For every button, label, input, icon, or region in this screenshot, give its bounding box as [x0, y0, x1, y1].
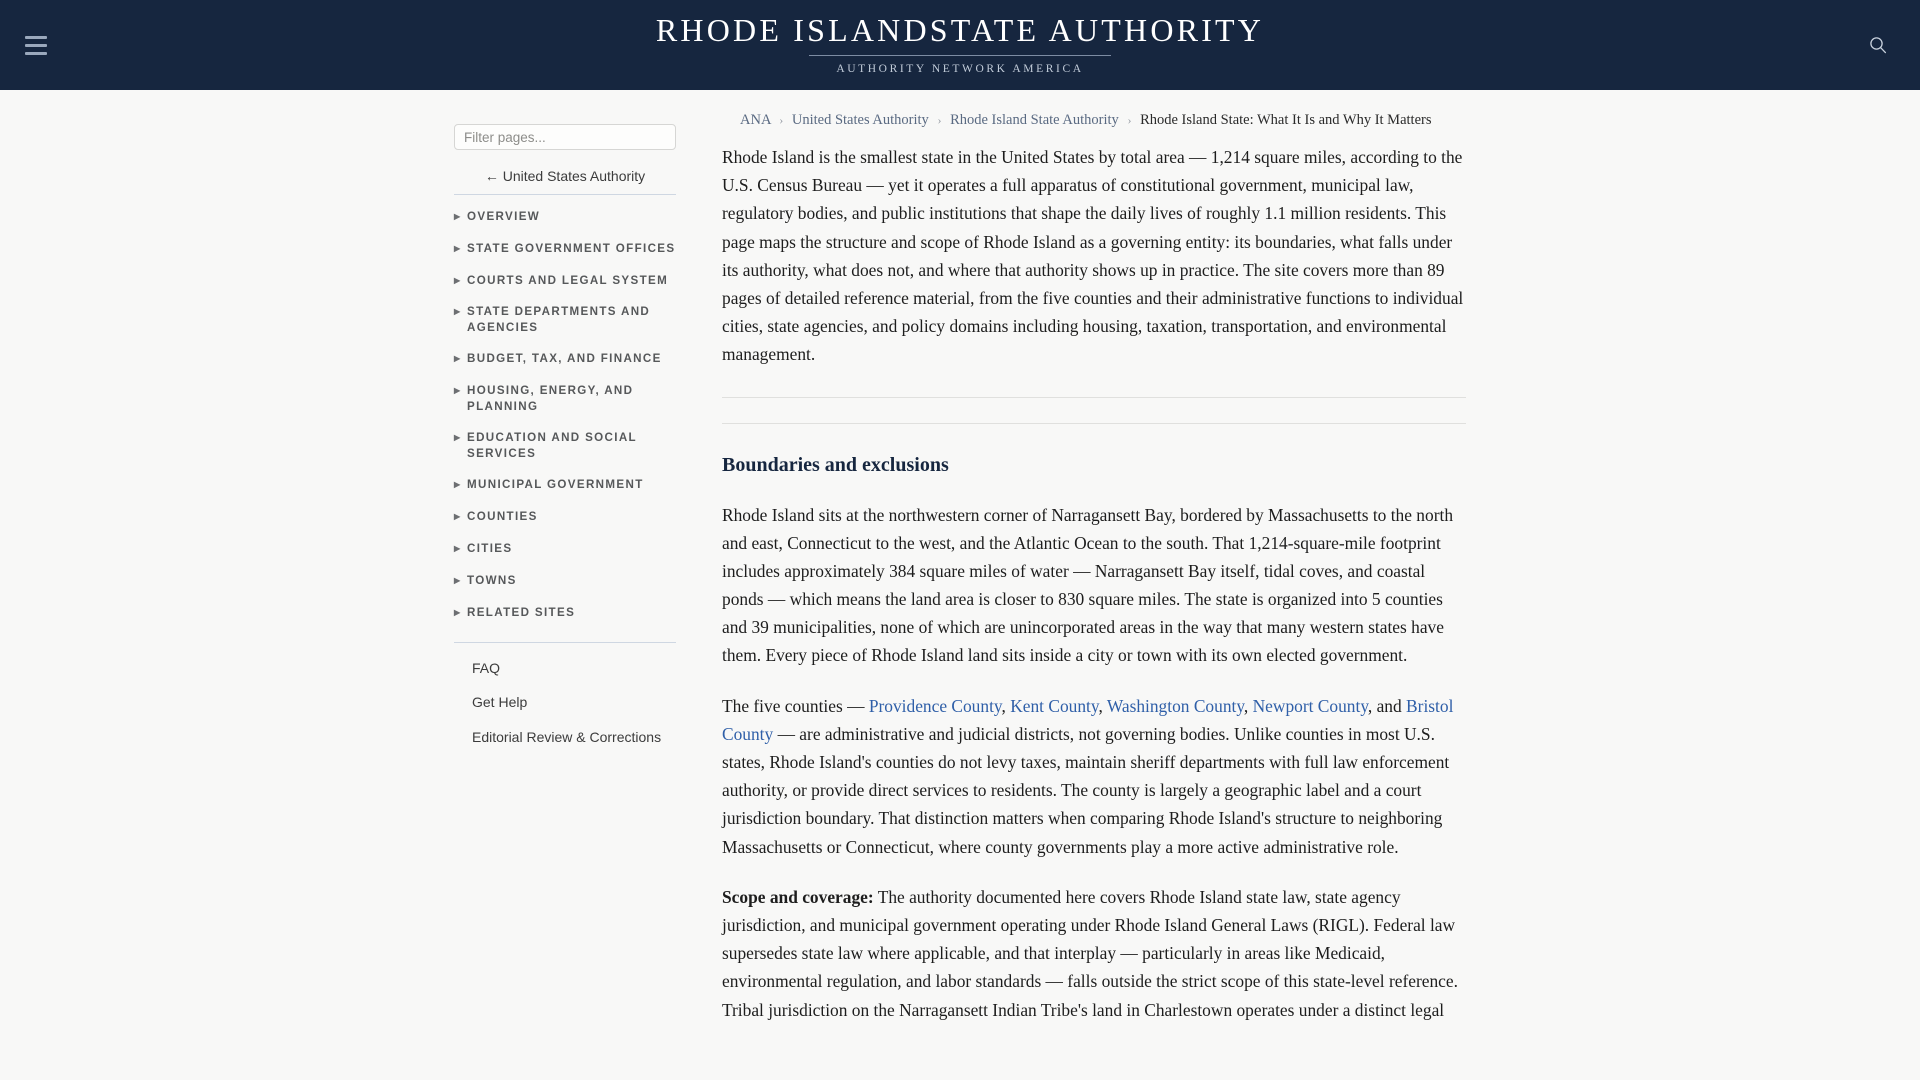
sidebar-item-municipal-government[interactable] — [454, 477, 676, 492]
filter-pages-input[interactable] — [454, 124, 676, 150]
separator-gap — [722, 398, 1466, 423]
sidebar-item-courts-and-legal-system[interactable] — [454, 273, 676, 288]
chevron-right-icon: ▶ — [454, 307, 462, 317]
hamburger-icon[interactable] — [14, 25, 58, 65]
sidebar-item-state-departments-and-agencies[interactable] — [454, 304, 676, 335]
hamburger-bar-1 — [25, 36, 47, 39]
sidebar-item-label: COUNTIES — [467, 510, 538, 524]
hamburger-bar-2 — [25, 44, 47, 47]
sidebar-footer-divider — [454, 642, 676, 643]
sidebar-item-towns[interactable] — [454, 573, 676, 588]
chevron-right-icon: ▶ — [454, 575, 462, 585]
sidebar-item-label: CITIES — [467, 542, 513, 556]
sidebar-item-label: OVERVIEW — [467, 210, 541, 223]
sidebar-item-label: MUNICIPAL GOVERNMENT — [467, 478, 644, 492]
sidebar-item-counties[interactable] — [454, 509, 676, 524]
sidebar-item-budget-tax-and-finance[interactable] — [454, 351, 676, 366]
sidebar-item-label: STATE DEPARTMENTS AND AGENCIES — [467, 305, 651, 334]
sidebar-item-label: EDUCATION AND SOCIAL SERVICES — [467, 431, 637, 460]
sidebar-item-label: HOUSING, ENERGY, AND PLANNING — [467, 384, 634, 413]
chevron-right-icon: ▶ — [454, 544, 462, 554]
scope-paragraph — [722, 883, 1466, 1024]
scope-label: Scope and coverage: — [722, 886, 874, 907]
sidebar — [454, 112, 676, 1080]
breadcrumb-current-page: Rhode Island State: What It Is and Why It Matters — [1140, 112, 1432, 128]
chevron-right-icon: ▶ — [454, 386, 462, 396]
site-title: RHODE ISLANDSTATE AUTHORITY — [655, 12, 1265, 49]
sidebar-item-cities[interactable] — [454, 541, 676, 556]
link-bristol-county[interactable]: Bristol County — [722, 695, 1454, 744]
sidebar-item-label: COURTS AND LEGAL SYSTEM — [467, 273, 669, 287]
counties-prefix: The five counties — — [722, 695, 869, 716]
chevron-right-icon: ▶ — [454, 512, 462, 522]
sidebar-link-editorial-review[interactable]: Editorial Review & Corrections — [472, 728, 662, 745]
sidebar-item-label: RELATED SITES — [467, 605, 576, 619]
section-heading: Boundaries and exclusions — [722, 453, 949, 476]
scope-body: The authority documented here covers Rhode Island state law, state agency jurisdiction, and municipal government operating under Rhode Island General Laws (RIGL). Federal law supersedes state law where applicable, and that interplay — particularly in areas like Medicaid, environmental regulation, and labor standards — falls outside the strict scope of this state-level reference. Tribal jurisdiction on the Narragansett Indian Tribe's land in Charlestown operates under a distinct legal — [722, 886, 1458, 1020]
sidebar-nav — [454, 209, 676, 620]
sidebar-divider — [454, 194, 676, 195]
link-newport-county[interactable]: Newport County — [1252, 695, 1368, 716]
breadcrumb-separator: › — [1127, 113, 1132, 127]
link-providence-county[interactable]: Providence County — [868, 695, 1002, 716]
breadcrumb-separator: › — [937, 113, 942, 127]
breadcrumb-separator: › — [779, 113, 784, 127]
section-separator — [722, 397, 1466, 424]
breadcrumb — [740, 112, 1466, 129]
sidebar-item-label: TOWNS — [467, 573, 517, 587]
search-icon[interactable] — [1858, 25, 1898, 65]
search-glyph — [1868, 35, 1888, 55]
counties-suffix: — are administrative and judicial districts, not governing bodies. Unlike counties in most U.S. states, Rhode Island's counties do not levy taxes, maintain sheriff departments with full law enforcement authority, or provide direct services to residents. The county is largely a geographic label and a court jurisdiction boundary. That distinction matters when comparing Rhode Island's structure to neighboring Massachusetts or Connecticut, where county governments play a more active administrative role. — [722, 723, 1450, 857]
counties-paragraph: The five counties — Providence County, Kent County, Washington County, Newport County, and Bristol County — are administrative and judicial districts, not governing bodies. Unlike counties in most U.S. states, Rhode Island's counties do not levy taxes, maintain sheriff departments with full law enforcement authority, or provide direct services to residents. The county is largely a geographic label and a court jurisdiction boundary. That distinction matters when comparing Rhode Island's structure to neighboring Massachusetts or Connecticut, where county governments play a more active administrative role. — [722, 695, 1454, 857]
sidebar-item-overview[interactable] — [454, 209, 676, 224]
chevron-right-icon: ▶ — [454, 354, 462, 364]
chevron-right-icon: ▶ — [454, 433, 462, 443]
page-body — [0, 90, 1920, 1080]
breadcrumb-item-ana[interactable]: ANA — [740, 112, 771, 128]
main-content — [722, 112, 1466, 1080]
breadcrumb-item-united-states-authority[interactable]: United States Authority — [791, 112, 929, 128]
boundaries-paragraph: Rhode Island sits at the northwestern corner of Narragansett Bay, bordered by Massachusetts to the north and east, Connecticut to the west, and the Atlantic Ocean to the south. That 1,214-square-mile footprint includes approximately 384 square miles of water — Narragansett Bay itself, tidal coves, and coastal ponds — which means the land area is closer to 830 square miles. The state is organized into 5 counties and 39 municipalities, none of which are unincorporated areas in the way that many western states have them. Every piece of Rhode Island land sits inside a city or town with its own elected government. — [722, 504, 1454, 666]
sidebar-item-housing-energy-and-planning[interactable] — [454, 383, 676, 414]
site-branding — [656, 14, 1264, 76]
sidebar-item-state-government-offices[interactable] — [454, 241, 676, 256]
breadcrumb-item-rhode-island-state-authority[interactable]: Rhode Island State Authority — [950, 112, 1119, 128]
hamburger-bar-3 — [25, 52, 47, 55]
back-to-parent-link[interactable]: ← United States Authority — [484, 168, 646, 184]
sidebar-item-education-and-social-services[interactable] — [454, 430, 676, 461]
site-header — [0, 0, 1920, 90]
sidebar-link-faq[interactable]: FAQ — [472, 659, 501, 676]
site-subtitle: AUTHORITY NETWORK AMERICA — [836, 63, 1084, 76]
chevron-right-icon: ▶ — [454, 275, 462, 285]
chevron-right-icon: ▶ — [454, 607, 462, 617]
brand-divider — [809, 55, 1111, 56]
sidebar-item-label: STATE GOVERNMENT OFFICES — [467, 241, 676, 255]
sidebar-item-related-sites[interactable] — [454, 605, 676, 620]
separator-line-bottom — [722, 423, 1466, 424]
intro-paragraph: Rhode Island is the smallest state in the United States by total area — 1,214 square miles, according to the U.S. Census Bureau — yet it operates a full apparatus of constitutional government, municipal law, regulatory bodies, and public institutions that shape the daily lives of roughly 1.1 million residents. This page maps the structure and scope of Rhode Island as a governing entity: its boundaries, what falls under its authority, what does not, and where that authority shows up in practice. The site covers more than 89 pages of detailed reference material, from the five counties and their administrative functions to individual cities, state agencies, and policy domains including housing, taxation, transportation, and environmental management. — [722, 147, 1464, 365]
chevron-right-icon: ▶ — [454, 480, 462, 490]
link-kent-county[interactable]: Kent County — [1010, 695, 1099, 716]
sidebar-item-label: BUDGET, TAX, AND FINANCE — [467, 352, 662, 366]
chevron-right-icon: ▶ — [454, 212, 462, 221]
chevron-right-icon: ▶ — [454, 243, 462, 253]
link-washington-county[interactable]: Washington County — [1106, 695, 1244, 716]
sidebar-link-get-help[interactable]: Get Help — [472, 694, 528, 711]
